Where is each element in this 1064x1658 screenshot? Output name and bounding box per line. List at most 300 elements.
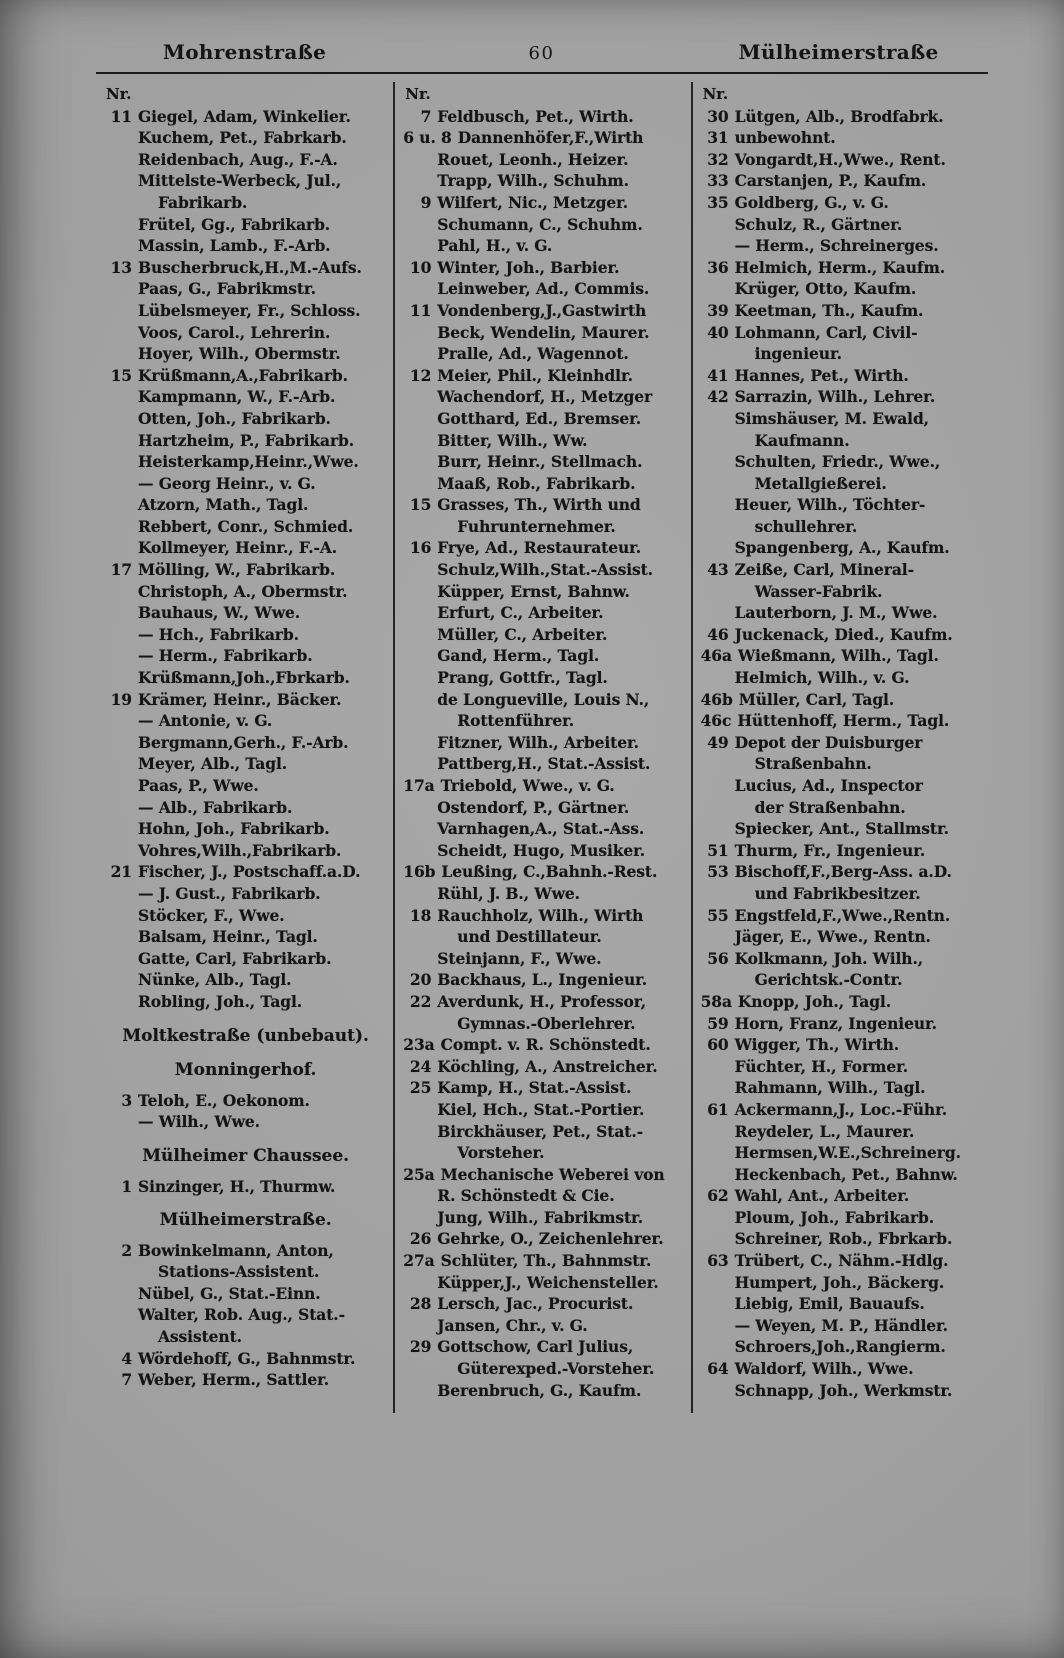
entry-text: Krüßmann,A.,Fabrikarb. <box>138 365 348 385</box>
directory-entry <box>701 1099 982 1121</box>
house-number: 31 <box>707 128 729 148</box>
entry-text: — Antonie, v. G. <box>138 711 273 731</box>
entry-text: Schulz,Wilh.,Stat.-Assist. <box>437 560 653 580</box>
directory-entry <box>104 537 387 559</box>
entry-text: Wießmann, Wilh., Tagl. <box>737 646 939 666</box>
house-number: 11 <box>110 106 132 126</box>
entry-text: Sinzinger, H., Thurmw. <box>138 1176 336 1196</box>
entry-text: Kollmeyer, Heinr., F.-A. <box>138 538 338 558</box>
directory-entry <box>701 797 982 819</box>
house-number <box>104 278 138 300</box>
directory-entry <box>403 1380 684 1402</box>
house-number <box>701 343 735 365</box>
house-number: 59 <box>707 1013 729 1033</box>
directory-entry <box>104 840 387 862</box>
directory-entry <box>104 581 387 603</box>
entry-text: Massin, Lamb., F.-Arb. <box>138 236 331 256</box>
directory-entry <box>701 1142 982 1164</box>
street-heading: Mülheimer Chaussee. <box>142 1145 350 1166</box>
house-number <box>403 602 437 624</box>
directory-entry <box>403 1272 684 1294</box>
house-number: 49 <box>707 732 729 752</box>
directory-entry <box>701 451 982 473</box>
house-number <box>104 1261 138 1283</box>
directory-entry <box>701 365 982 387</box>
house-number <box>701 1142 735 1164</box>
entry-text: Pattberg,H., Stat.-Assist. <box>437 754 651 774</box>
entry-text: Nübel, G., Stat.-Einn. <box>138 1283 321 1303</box>
entry-text: Maaß, Rob., Fabrikarb. <box>437 473 636 493</box>
entry-text: Ploum, Joh., Fabrikarb. <box>734 1207 935 1227</box>
entry-text: Kuchem, Pet., Fabrkarb. <box>138 128 347 148</box>
directory-entry <box>701 278 982 300</box>
directory-entry <box>403 926 684 948</box>
house-number <box>104 516 138 538</box>
house-number <box>701 473 735 495</box>
directory-entry <box>104 127 387 149</box>
house-number: 24 <box>409 1056 432 1076</box>
entry-text: Wilfert, Nic., Metzger. <box>437 192 629 212</box>
directory-entry <box>403 581 684 603</box>
house-number: 18 <box>409 905 432 925</box>
house-number <box>701 408 735 430</box>
entry-text: — Weyen, M. P., Händler. <box>734 1315 948 1335</box>
entry-text: Sarrazin, Wilh., Lehrer. <box>734 387 936 407</box>
entry-text: Füchter, H., Former. <box>734 1056 909 1076</box>
house-number <box>403 818 437 840</box>
entry-text: und Destillateur. <box>457 927 602 947</box>
entry-text: Wördehoff, G., Bahnmstr. <box>138 1348 356 1368</box>
directory-entry <box>701 1380 982 1402</box>
directory-entry <box>104 149 387 171</box>
house-number: 62 <box>707 1186 729 1206</box>
house-number <box>701 1164 735 1186</box>
house-number <box>701 1315 735 1337</box>
house-number <box>701 667 735 689</box>
directory-entry <box>403 451 684 473</box>
entry-text: Ackermann,J., Loc.-Führ. <box>734 1099 948 1119</box>
directory-columns <box>96 82 988 1413</box>
directory-entry <box>701 689 982 711</box>
directory-entry <box>104 797 387 819</box>
directory-entry <box>403 1315 684 1337</box>
house-number <box>701 1336 735 1358</box>
directory-entry <box>403 732 684 754</box>
directory-entry <box>701 1228 982 1250</box>
directory-entry <box>701 602 982 624</box>
entry-text: Gehrke, O., Zeichenlehrer. <box>437 1229 664 1249</box>
directory-entry <box>403 883 684 905</box>
directory-entry <box>701 1358 982 1380</box>
directory-entry <box>701 430 982 452</box>
entry-text: Rebbert, Conr., Schmied. <box>138 516 354 536</box>
entry-text: Fitzner, Wilh., Arbeiter. <box>437 732 639 752</box>
directory-entry <box>403 473 684 495</box>
entry-text: Lersch, Jac., Procurist. <box>437 1294 634 1314</box>
house-number <box>403 689 437 711</box>
entry-text: Carstanjen, P., Kaufm. <box>734 171 927 191</box>
directory-entry <box>104 645 387 667</box>
directory-entry <box>403 322 684 344</box>
entry-text: Heckenbach, Pet., Bahnw. <box>734 1164 958 1184</box>
entry-text: Weber, Herm., Sattler. <box>138 1370 330 1390</box>
directory-entry <box>403 1207 684 1229</box>
house-number <box>701 494 735 516</box>
entry-text: Hannes, Pet., Wirth. <box>734 365 909 385</box>
entry-text: Schlüter, Th., Bahnmstr. <box>440 1251 652 1271</box>
entry-text: Gatte, Carl, Fabrikarb. <box>138 948 332 968</box>
house-number <box>104 991 138 1013</box>
directory-entry <box>104 192 387 214</box>
directory-entry <box>403 775 684 797</box>
entry-text: Assistent. <box>158 1327 242 1347</box>
house-number <box>104 451 138 473</box>
entry-text: Stöcker, F., Wwe. <box>138 905 285 925</box>
running-header <box>96 40 988 64</box>
house-number <box>403 430 437 452</box>
entry-text: unbewohnt. <box>734 128 836 148</box>
directory-entry <box>104 732 387 754</box>
entry-text: R. Schönstedt & Cie. <box>437 1186 615 1206</box>
entry-text: Bowinkelmann, Anton, <box>138 1240 334 1260</box>
house-number <box>701 753 735 775</box>
entry-text: Berenbruch, G., Kaufm. <box>437 1380 642 1400</box>
house-number <box>104 667 138 689</box>
entry-text: Heisterkamp,Heinr.,Wwe. <box>138 452 359 472</box>
house-number <box>104 905 138 927</box>
entry-text: Müller, C., Arbeiter. <box>437 624 608 644</box>
directory-entry <box>701 926 982 948</box>
entry-text: Kaufmann. <box>754 430 850 450</box>
house-number <box>104 818 138 840</box>
directory-entry <box>104 386 387 408</box>
entry-text: Prang, Gottfr., Tagl. <box>437 668 608 688</box>
entry-text: Mechanische Weberei von <box>440 1164 665 1184</box>
house-number <box>104 430 138 452</box>
house-number <box>701 451 735 473</box>
entry-text: Spangenberg, A., Kaufm. <box>734 538 950 558</box>
entry-text: Lucius, Ad., Inspector <box>734 776 923 795</box>
directory-entry <box>104 1176 387 1198</box>
directory-entry <box>104 365 387 387</box>
nr-column-label: Nr. <box>405 85 431 103</box>
house-number <box>701 537 735 559</box>
entry-text: Bergmann,Gerh., F.-Arb. <box>138 732 349 752</box>
house-number <box>701 1056 735 1078</box>
entry-text: Güterexped.-Vorsteher. <box>457 1359 655 1379</box>
house-number <box>403 926 437 948</box>
house-number: 11 <box>409 300 432 320</box>
directory-entry <box>104 753 387 775</box>
house-number <box>701 516 735 538</box>
directory-entry <box>701 969 982 991</box>
entry-text: Zeiße, Carl, Mineral- <box>734 560 914 580</box>
house-number <box>104 797 138 819</box>
house-number <box>403 451 437 473</box>
entry-text: Jung, Wilh., Fabrikmstr. <box>437 1207 644 1227</box>
house-number <box>701 926 735 948</box>
house-number: 40 <box>707 322 729 342</box>
entry-text: Bauhaus, W., Wwe. <box>138 603 301 623</box>
directory-entry <box>104 1090 387 1112</box>
house-number <box>104 408 138 430</box>
entry-text: Dannenhöfer,F.,Wirth <box>457 128 644 148</box>
directory-entry <box>701 905 982 927</box>
house-number <box>104 494 138 516</box>
directory-entry <box>701 149 982 171</box>
directory-entry <box>403 1293 684 1315</box>
directory-entry <box>701 991 982 1013</box>
house-number: 32 <box>707 149 729 169</box>
entry-text: — Herm., Fabrikarb. <box>138 646 313 666</box>
entry-text: Atzorn, Math., Tagl. <box>138 495 309 515</box>
house-number <box>403 797 437 819</box>
directory-entry <box>104 905 387 927</box>
directory-entry <box>403 106 684 128</box>
house-number <box>104 473 138 495</box>
directory-entry <box>701 624 982 646</box>
directory-entry <box>104 235 387 257</box>
directory-entry <box>701 1272 982 1294</box>
directory-entry <box>104 1326 387 1348</box>
entry-text: Rühl, J. B., Wwe. <box>437 883 580 903</box>
directory-entry <box>403 1142 684 1164</box>
entry-text: — Georg Heinr., v. G. <box>138 473 316 493</box>
house-number: 43 <box>707 560 729 580</box>
house-number: 15 <box>409 495 432 515</box>
entry-text: Vorsteher. <box>457 1143 545 1163</box>
directory-entry <box>403 494 684 516</box>
house-number <box>403 1315 437 1337</box>
house-number <box>403 322 437 344</box>
running-header-left: Mohrenstraße <box>162 40 327 64</box>
directory-entry <box>403 1121 684 1143</box>
directory-entry <box>104 948 387 970</box>
house-number: 63 <box>707 1251 729 1271</box>
house-number: 25 <box>409 1078 432 1098</box>
house-number: 61 <box>707 1099 729 1119</box>
entry-text: Schulz, R., Gärtner. <box>734 214 903 234</box>
directory-entry <box>403 214 684 236</box>
directory-entry <box>104 1111 387 1133</box>
entry-text: Reidenbach, Aug., F.-A. <box>138 149 338 169</box>
directory-entry <box>403 235 684 257</box>
house-number <box>403 386 437 408</box>
house-number <box>701 1293 735 1315</box>
directory-entry <box>104 602 387 624</box>
entry-text: Horn, Franz, Ingenieur. <box>734 1013 937 1033</box>
directory-entry <box>701 948 982 970</box>
directory-entry <box>104 861 387 883</box>
entry-text: Fuhrunternehmer. <box>457 516 616 536</box>
house-number <box>104 753 138 775</box>
entry-text: Müller, Carl, Tagl. <box>738 689 895 709</box>
house-number <box>104 710 138 732</box>
house-number <box>403 1099 437 1121</box>
house-number <box>701 278 735 300</box>
directory-column-middle <box>393 82 690 1413</box>
directory-entry <box>403 127 684 149</box>
house-number <box>403 214 437 236</box>
entry-text: Helmich, Wilh., v. G. <box>734 668 910 688</box>
street-heading: Moltkestraße (unbebaut). <box>122 1025 369 1046</box>
entry-text: Stations-Assistent. <box>158 1262 320 1282</box>
directory-entry <box>104 624 387 646</box>
directory-entry <box>104 214 387 236</box>
directory-entry <box>403 365 684 387</box>
directory-entry <box>403 861 684 883</box>
directory-entry <box>701 516 982 538</box>
house-number <box>701 214 735 236</box>
entry-text: Gottschow, Carl Julius, <box>437 1337 634 1357</box>
entry-text: Lütgen, Alb., Brodfabrk. <box>734 106 944 126</box>
entry-text: und Fabrikbesitzer. <box>754 883 921 903</box>
entry-text: Thurm, Fr., Ingenieur. <box>734 840 926 860</box>
house-number: 56 <box>707 948 729 968</box>
directory-entry <box>403 1358 684 1380</box>
directory-entry <box>701 840 982 862</box>
house-number: 42 <box>707 387 729 407</box>
house-number <box>403 883 437 905</box>
entry-text: Robling, Joh., Tagl. <box>138 991 303 1011</box>
entry-text: Depot der Duisburger <box>734 732 923 752</box>
entry-text: Mittelste-Werbeck, Jul., <box>138 171 342 191</box>
house-number: 64 <box>707 1359 729 1379</box>
entry-text: Pahl, H., v. G. <box>437 236 553 256</box>
house-number <box>104 149 138 171</box>
house-number <box>701 775 735 797</box>
house-number: 60 <box>707 1035 729 1055</box>
directory-entry <box>701 494 982 516</box>
directory-entry <box>104 689 387 711</box>
directory-entry <box>104 818 387 840</box>
house-number <box>701 883 735 905</box>
house-number: 1 <box>121 1176 132 1196</box>
directory-entry <box>701 1056 982 1078</box>
entry-text: Schnapp, Joh., Werkmstr. <box>734 1380 953 1400</box>
entry-text: Teloh, E., Oekonom. <box>138 1090 310 1110</box>
house-number <box>403 753 437 775</box>
entry-text: Varnhagen,A., Stat.-Ass. <box>437 819 645 839</box>
entry-text: Krämer, Heinr., Bäcker. <box>138 689 342 709</box>
house-number: 25a <box>403 1164 435 1184</box>
directory-entry <box>104 494 387 516</box>
directory-entry <box>104 300 387 322</box>
directory-entry <box>701 192 982 214</box>
directory-entry <box>403 1034 684 1056</box>
directory-entry <box>701 408 982 430</box>
directory-entry <box>104 106 387 128</box>
directory-entry <box>701 559 982 581</box>
nr-column-label: Nr. <box>702 85 729 103</box>
directory-entry <box>104 883 387 905</box>
directory-entry <box>701 753 982 775</box>
directory-column-left <box>96 82 393 1413</box>
entry-text: schullehrer. <box>754 516 858 536</box>
directory-entry <box>701 1336 982 1358</box>
directory-entry <box>701 106 982 128</box>
directory-entry <box>104 559 387 581</box>
directory-entry <box>403 386 684 408</box>
entry-text: Winter, Joh., Barbier. <box>437 257 620 277</box>
nr-column-label: Nr. <box>106 85 132 103</box>
entry-text: Frye, Ad., Restaurateur. <box>437 538 642 558</box>
entry-text: Simshäuser, M. Ewald, <box>734 408 929 428</box>
house-number <box>701 1272 735 1294</box>
house-number <box>104 840 138 862</box>
directory-entry <box>701 473 982 495</box>
entry-text: Mölling, W., Fabrikarb. <box>138 560 336 580</box>
directory-entry <box>104 1348 387 1370</box>
entry-text: Voos, Carol., Lehrerin. <box>138 322 331 342</box>
entry-text: Knopp, Joh., Tagl. <box>737 991 892 1011</box>
directory-entry <box>104 257 387 279</box>
house-number: 46a <box>700 646 732 666</box>
entry-text: Juckenack, Died., Kaufm. <box>734 624 953 644</box>
entry-text: Balsam, Heinr., Tagl. <box>138 927 318 947</box>
directory-entry <box>701 214 982 236</box>
house-number <box>701 602 735 624</box>
directory-entry <box>104 1283 387 1305</box>
directory-entry <box>701 1185 982 1207</box>
house-number <box>403 559 437 581</box>
entry-text: Wahl, Ant., Arbeiter. <box>734 1186 910 1206</box>
entry-text: Schumann, C., Schuhm. <box>437 214 643 234</box>
entry-text: Kampmann, W., F.-Arb. <box>138 387 336 407</box>
entry-text: Meier, Phil., Kleinhdlr. <box>437 365 633 385</box>
house-number <box>701 1077 735 1099</box>
directory-entry <box>403 969 684 991</box>
house-number: 6 u. 8 <box>403 128 452 148</box>
directory-entry <box>104 473 387 495</box>
directory-entry <box>104 451 387 473</box>
house-number: 46 <box>707 624 729 644</box>
house-number <box>701 797 735 819</box>
entry-text: Scheidt, Hugo, Musiker. <box>437 840 646 860</box>
house-number <box>403 645 437 667</box>
house-number <box>403 1207 437 1229</box>
directory-entry <box>403 797 684 819</box>
entry-text: Bitter, Wilh., Ww. <box>437 430 588 450</box>
house-number <box>104 883 138 905</box>
house-number: 46c <box>700 711 732 731</box>
directory-entry <box>403 257 684 279</box>
house-number: 33 <box>707 171 729 191</box>
entry-text: Triebold, Wwe., v. G. <box>440 776 615 795</box>
directory-entry <box>104 775 387 797</box>
house-number <box>701 1121 735 1143</box>
entry-text: Köchling, A., Anstreicher. <box>437 1056 658 1076</box>
house-number <box>403 624 437 646</box>
house-number <box>104 386 138 408</box>
directory-entry <box>701 235 982 257</box>
entry-text: Heuer, Wilh., Töchter- <box>734 495 926 515</box>
entry-text: Nünke, Alb., Tagl. <box>138 970 292 990</box>
house-number <box>701 969 735 991</box>
directory-entry <box>701 818 982 840</box>
directory-entry <box>403 818 684 840</box>
directory-entry <box>403 840 684 862</box>
house-number: 51 <box>707 840 729 860</box>
house-number: 16 <box>409 538 432 558</box>
entry-text: Helmich, Herm., Kaufm. <box>734 257 946 277</box>
directory-entry <box>701 386 982 408</box>
directory-entry <box>701 537 982 559</box>
house-number <box>104 343 138 365</box>
directory-entry <box>701 775 982 797</box>
house-number <box>104 926 138 948</box>
house-number: 19 <box>110 689 132 709</box>
